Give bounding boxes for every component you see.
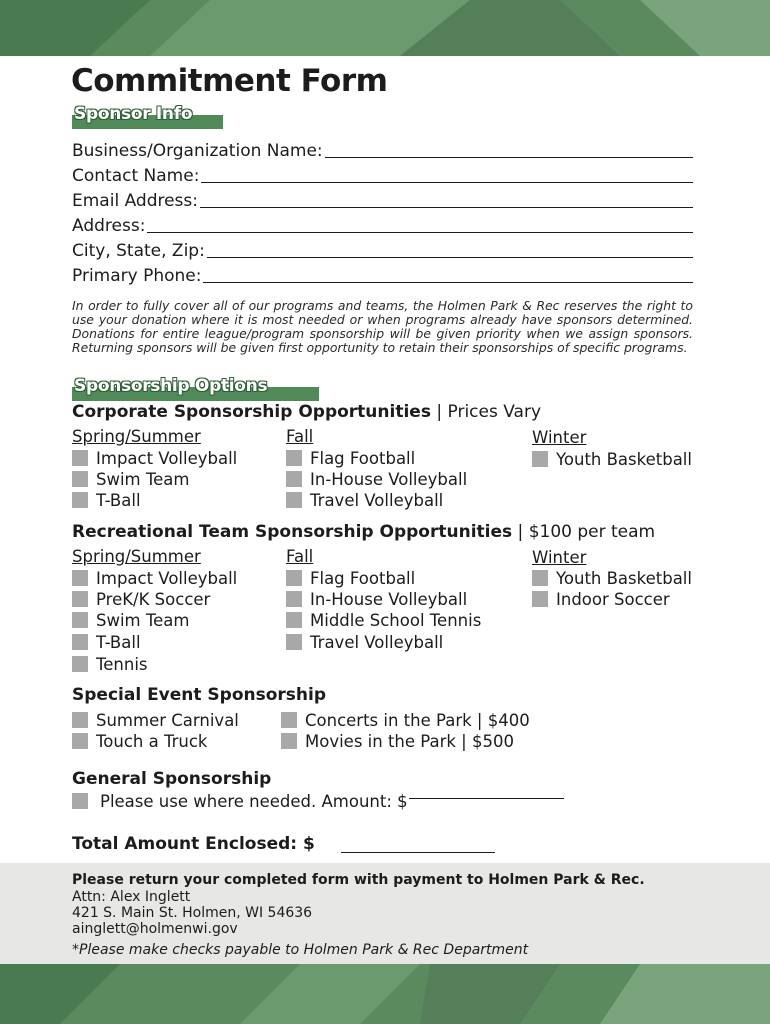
email-address-field[interactable]: Email Address: — [72, 189, 693, 211]
primary-phone-line[interactable] — [203, 282, 693, 283]
summer-carnival-checkbox[interactable]: Summer Carnival — [72, 710, 239, 730]
recreational-heading: Recreational Team Sponsorship Opportunities | $100 per team — [72, 522, 656, 542]
rec-prek-k-soccer-checkbox[interactable]: PreK/K Soccer — [72, 589, 210, 609]
recreational-col-winter: Winter — [532, 548, 587, 567]
address-line[interactable] — [147, 232, 693, 233]
corporate-youth-basketball-checkbox[interactable]: Youth Basketball — [532, 449, 692, 469]
rec-travel-volleyball-checkbox[interactable]: Travel Volleyball — [286, 632, 443, 652]
rec-flag-football-checkbox[interactable]: Flag Football — [286, 568, 415, 588]
corporate-col-spring-summer: Spring/Summer — [72, 427, 201, 446]
address-field[interactable]: Address: — [72, 214, 693, 236]
rec-in-house-volleyball-checkbox[interactable]: In-House Volleyball — [286, 589, 467, 609]
contact-name-field[interactable]: Contact Name: — [72, 164, 693, 186]
general-heading: General Sponsorship — [72, 769, 272, 789]
top-banner-pattern — [0, 0, 770, 56]
general-sponsorship-checkbox[interactable]: Please use where needed. Amount: $ — [72, 791, 564, 811]
city-state-zip-line[interactable] — [207, 257, 693, 258]
rec-swim-team-checkbox[interactable]: Swim Team — [72, 610, 189, 630]
footer-return-instructions: Please return your completed form with payment to Holmen Park & Rec. — [72, 872, 645, 888]
special-event-heading: Special Event Sponsorship — [72, 685, 327, 705]
sponsorship-options-label: Sponsorship Options — [74, 376, 268, 396]
bottom-banner-pattern — [0, 964, 770, 1024]
corporate-in-house-volleyball-checkbox[interactable]: In-House Volleyball — [286, 469, 467, 489]
corporate-impact-volleyball-checkbox[interactable]: Impact Volleyball — [72, 448, 237, 468]
concerts-in-the-park-checkbox[interactable]: Concerts in the Park | $400 — [281, 710, 530, 730]
donation-note: In order to fully cover all of our programs and teams, the Holmen Park & Rec reserves the right to use your donation where it is most needed or when programs already have sponsors determined. Donations for entire league/program sponsorship will be given priority when we assign sponsors. Returning sponsors will be given first opportunity to retain their sponsorships of specific programs. — [72, 298, 693, 355]
corporate-col-fall: Fall — [286, 427, 314, 446]
footer-checks-note: *Please make checks payable to Holmen Park & Rec Department — [72, 942, 529, 958]
sponsor-info-label: Sponsor Info — [74, 104, 193, 124]
touch-a-truck-checkbox[interactable]: Touch a Truck — [72, 731, 207, 751]
movies-in-the-park-checkbox[interactable]: Movies in the Park | $500 — [281, 731, 514, 751]
contact-name-line[interactable] — [201, 182, 693, 183]
recreational-col-fall: Fall — [286, 547, 314, 566]
corporate-travel-volleyball-checkbox[interactable]: Travel Volleyball — [286, 490, 443, 510]
corporate-t-ball-checkbox[interactable]: T-Ball — [72, 490, 141, 510]
business-name-field[interactable]: Business/Organization Name: — [72, 139, 693, 161]
rec-tennis-checkbox[interactable]: Tennis — [72, 654, 148, 674]
corporate-heading: Corporate Sponsorship Opportunities | Prices Vary — [72, 402, 542, 422]
rec-middle-school-tennis-checkbox[interactable]: Middle School Tennis — [286, 610, 481, 630]
rec-impact-volleyball-checkbox[interactable]: Impact Volleyball — [72, 568, 237, 588]
total-amount-label: Total Amount Enclosed: $ — [72, 834, 315, 854]
city-state-zip-field[interactable]: City, State, Zip: — [72, 239, 693, 261]
general-amount-line[interactable] — [409, 798, 564, 799]
bottom-banner — [0, 964, 770, 1024]
corporate-swim-team-checkbox[interactable]: Swim Team — [72, 469, 189, 489]
corporate-flag-football-checkbox[interactable]: Flag Football — [286, 448, 415, 468]
recreational-col-spring-summer: Spring/Summer — [72, 547, 201, 566]
email-address-line[interactable] — [200, 207, 693, 208]
total-amount-line[interactable] — [341, 852, 495, 853]
top-banner — [0, 0, 770, 56]
primary-phone-field[interactable]: Primary Phone: — [72, 264, 693, 286]
footer-attn: Attn: Alex Inglett — [72, 889, 191, 905]
page-title: Commitment Form — [71, 63, 388, 99]
rec-t-ball-checkbox[interactable]: T-Ball — [72, 632, 141, 652]
corporate-col-winter: Winter — [532, 428, 587, 447]
rec-indoor-soccer-checkbox[interactable]: Indoor Soccer — [532, 589, 670, 609]
footer-email: ainglett@holmenwi.gov — [72, 921, 238, 937]
rec-youth-basketball-checkbox[interactable]: Youth Basketball — [532, 568, 692, 588]
footer-address: 421 S. Main St. Holmen, WI 54636 — [72, 905, 313, 921]
business-name-line[interactable] — [325, 157, 693, 158]
